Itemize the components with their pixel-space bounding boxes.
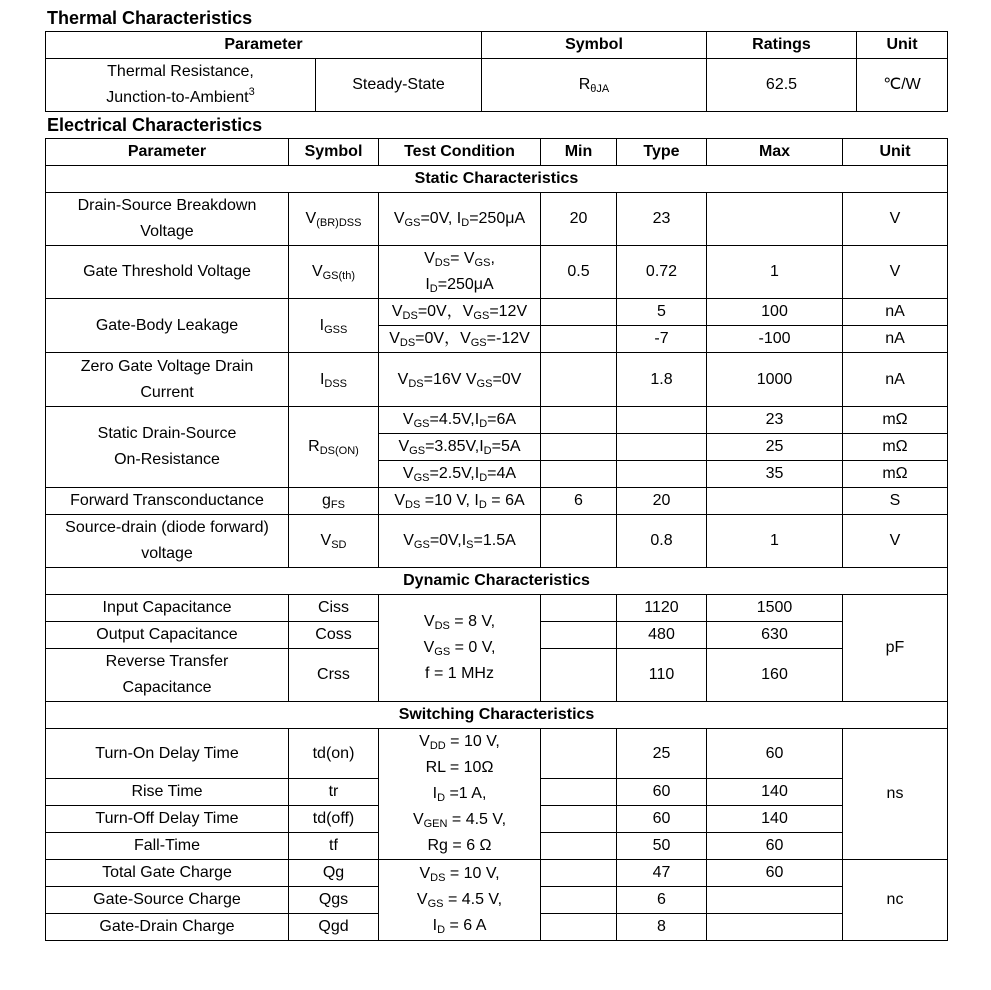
unit-idss: nA bbox=[843, 353, 948, 407]
thermal-table bbox=[45, 31, 948, 112]
symbol-tr: tr bbox=[289, 779, 379, 806]
thermal-param: Thermal Resistance, Junction-to-Ambient$^3$ bbox=[46, 59, 316, 112]
min-crss bbox=[541, 649, 617, 702]
max-tdon: 60 bbox=[707, 729, 843, 779]
param-ciss: Input Capacitance bbox=[46, 595, 289, 622]
param-qgd: Gate-Drain Charge bbox=[46, 914, 289, 941]
param-bvdss: Drain-Source Breakdown Voltage bbox=[46, 193, 289, 246]
typ-igss-1: 5 bbox=[617, 299, 707, 326]
condition-rdson-1: $V_{GS}=4.5V,I_D=6A$ bbox=[379, 407, 541, 434]
max-qgs bbox=[707, 887, 843, 914]
min-bvdss: 20 bbox=[541, 193, 617, 246]
unit-switching: ns bbox=[843, 729, 948, 860]
thermal-header-row bbox=[46, 32, 948, 59]
max-tf: 60 bbox=[707, 833, 843, 860]
condition-gfs: $V_{DS} =10$ V, $I_D = 6A$ bbox=[379, 488, 541, 515]
header-unit: Unit bbox=[857, 32, 948, 59]
typ-coss: 480 bbox=[617, 622, 707, 649]
min-tf bbox=[541, 833, 617, 860]
symbol-qg: Qg bbox=[289, 860, 379, 887]
param-tr: Rise Time bbox=[46, 779, 289, 806]
symbol-idss: $I_{DSS}$ bbox=[289, 353, 379, 407]
condition-vth: $V_{DS}= V_{GS}$, $I_D=250\mu A$ bbox=[379, 246, 541, 299]
typ-bvdss: 23 bbox=[617, 193, 707, 246]
param-tdon: Turn-On Delay Time bbox=[46, 729, 289, 779]
condition-vsd: $V_{GS}=0V,I_S=1.5A$ bbox=[379, 515, 541, 568]
max-vsd: 1 bbox=[707, 515, 843, 568]
max-rdson-3: 35 bbox=[707, 461, 843, 488]
symbol-bvdss: $V_{(BR)DSS}$ bbox=[289, 193, 379, 246]
min-tdoff bbox=[541, 806, 617, 833]
table-row bbox=[46, 595, 948, 622]
unit-vth: V bbox=[843, 246, 948, 299]
symbol-ciss: Ciss bbox=[289, 595, 379, 622]
unit-rdson-3: mΩ bbox=[843, 461, 948, 488]
param-rdson: Static Drain-Source On-Resistance bbox=[46, 407, 289, 488]
table-row bbox=[46, 488, 948, 515]
min-rdson-2 bbox=[541, 434, 617, 461]
param-coss: Output Capacitance bbox=[46, 622, 289, 649]
min-rdson-1 bbox=[541, 407, 617, 434]
unit-gfs: S bbox=[843, 488, 948, 515]
max-tr: 140 bbox=[707, 779, 843, 806]
min-idss bbox=[541, 353, 617, 407]
min-rdson-3 bbox=[541, 461, 617, 488]
max-coss: 630 bbox=[707, 622, 843, 649]
typ-gfs: 20 bbox=[617, 488, 707, 515]
min-ciss bbox=[541, 595, 617, 622]
symbol-coss: Coss bbox=[289, 622, 379, 649]
table-row bbox=[46, 299, 948, 326]
param-qgs: Gate-Source Charge bbox=[46, 887, 289, 914]
param-gfs: Forward Transconductance bbox=[46, 488, 289, 515]
unit-igss-2: nA bbox=[843, 326, 948, 353]
max-ciss: 1500 bbox=[707, 595, 843, 622]
max-igss-1: 100 bbox=[707, 299, 843, 326]
min-igss-1 bbox=[541, 299, 617, 326]
min-gfs: 6 bbox=[541, 488, 617, 515]
header-test-condition: Test Condition bbox=[379, 139, 541, 166]
table-row bbox=[46, 860, 948, 887]
header-ratings: Ratings bbox=[707, 32, 857, 59]
unit-rdson-1: mΩ bbox=[843, 407, 948, 434]
param-qg: Total Gate Charge bbox=[46, 860, 289, 887]
param-crss: Reverse Transfer Capacitance bbox=[46, 649, 289, 702]
symbol-tdoff: td(off) bbox=[289, 806, 379, 833]
electrical-table bbox=[45, 138, 948, 941]
max-qgd bbox=[707, 914, 843, 941]
table-row bbox=[46, 246, 948, 299]
symbol-igss: $I_{GSS}$ bbox=[289, 299, 379, 353]
thermal-title: Thermal Characteristics bbox=[47, 8, 253, 28]
unit-gate-charge: nc bbox=[843, 860, 948, 941]
param-vsd: Source-drain (diode forward) voltage bbox=[46, 515, 289, 568]
symbol-qgs: Qgs bbox=[289, 887, 379, 914]
unit-bvdss: V bbox=[843, 193, 948, 246]
min-vth: 0.5 bbox=[541, 246, 617, 299]
symbol-vth: $V_{GS(th)}$ bbox=[289, 246, 379, 299]
typ-qg: 47 bbox=[617, 860, 707, 887]
max-tdoff: 140 bbox=[707, 806, 843, 833]
symbol-crss: Crss bbox=[289, 649, 379, 702]
param-tf: Fall-Time bbox=[46, 833, 289, 860]
section-dynamic-title: Dynamic Characteristics bbox=[46, 568, 948, 595]
section-row-static bbox=[46, 166, 948, 193]
typ-tr: 60 bbox=[617, 779, 707, 806]
typ-qgs: 6 bbox=[617, 887, 707, 914]
typ-tf: 50 bbox=[617, 833, 707, 860]
header-parameter: Parameter bbox=[46, 139, 289, 166]
max-crss: 160 bbox=[707, 649, 843, 702]
typ-tdon: 25 bbox=[617, 729, 707, 779]
table-row bbox=[46, 193, 948, 246]
condition-rdson-2: $V_{GS}=3.85V,I_D=5A$ bbox=[379, 434, 541, 461]
min-qgd bbox=[541, 914, 617, 941]
typ-rdson-1 bbox=[617, 407, 707, 434]
condition-switching: $V_{DD} = 10$ V, RL = 10Ω $I_D =1$ A, $V_{GEN} = 4.5$ V, Rg = 6 Ω bbox=[379, 729, 541, 860]
typ-crss: 110 bbox=[617, 649, 707, 702]
min-tr bbox=[541, 779, 617, 806]
thermal-rating: 62.5 bbox=[707, 59, 857, 112]
min-coss bbox=[541, 622, 617, 649]
table-row bbox=[46, 407, 948, 434]
header-min: Min bbox=[541, 139, 617, 166]
condition-rdson-3: $V_{GS}=2.5V,I_D=4A$ bbox=[379, 461, 541, 488]
unit-igss-1: nA bbox=[843, 299, 948, 326]
typ-rdson-3 bbox=[617, 461, 707, 488]
section-row-switching bbox=[46, 702, 948, 729]
table-row bbox=[46, 515, 948, 568]
condition-dynamic: $V_{DS} = 8$ V, $V_{GS} = 0$ V, f = 1 MHz bbox=[379, 595, 541, 702]
typ-ciss: 1120 bbox=[617, 595, 707, 622]
header-type: Type bbox=[617, 139, 707, 166]
param-idss: Zero Gate Voltage Drain Current bbox=[46, 353, 289, 407]
condition-igss-1: $V_{DS}=0V$，$V_{GS}=12V$ bbox=[379, 299, 541, 326]
min-tdon bbox=[541, 729, 617, 779]
condition-gate-charge: $V_{DS} = 10$ V, $V_{GS} = 4.5$ V, $I_D = 6$ A bbox=[379, 860, 541, 941]
condition-idss: $V_{DS}=16V$ $V_{GS}=0V$ bbox=[379, 353, 541, 407]
typ-idss: 1.8 bbox=[617, 353, 707, 407]
unit-rdson-2: mΩ bbox=[843, 434, 948, 461]
section-static-title: Static Characteristics bbox=[46, 166, 948, 193]
symbol-rdson: $R_{DS(ON)}$ bbox=[289, 407, 379, 488]
symbol-qgd: Qgd bbox=[289, 914, 379, 941]
header-symbol: Symbol bbox=[289, 139, 379, 166]
section-switching-title: Switching Characteristics bbox=[46, 702, 948, 729]
max-rdson-2: 25 bbox=[707, 434, 843, 461]
max-bvdss bbox=[707, 193, 843, 246]
max-vth: 1 bbox=[707, 246, 843, 299]
thermal-symbol: $R_{\theta JA}$ bbox=[482, 59, 707, 112]
thermal-unit: ℃/W bbox=[857, 59, 948, 112]
typ-vth: 0.72 bbox=[617, 246, 707, 299]
typ-tdoff: 60 bbox=[617, 806, 707, 833]
condition-igss-2: $V_{DS}=0V$，$V_{GS}=-12V$ bbox=[379, 326, 541, 353]
max-qg: 60 bbox=[707, 860, 843, 887]
symbol-vsd: $V_{SD}$ bbox=[289, 515, 379, 568]
header-parameter: Parameter bbox=[46, 32, 482, 59]
min-vsd bbox=[541, 515, 617, 568]
symbol-gfs: $g_{FS}$ bbox=[289, 488, 379, 515]
typ-igss-2: -7 bbox=[617, 326, 707, 353]
min-igss-2 bbox=[541, 326, 617, 353]
symbol-tdon: td(on) bbox=[289, 729, 379, 779]
param-vth: Gate Threshold Voltage bbox=[46, 246, 289, 299]
section-row-dynamic bbox=[46, 568, 948, 595]
unit-dynamic: pF bbox=[843, 595, 948, 702]
table-row bbox=[46, 353, 948, 407]
max-idss: 1000 bbox=[707, 353, 843, 407]
typ-rdson-2 bbox=[617, 434, 707, 461]
symbol-tf: tf bbox=[289, 833, 379, 860]
max-rdson-1: 23 bbox=[707, 407, 843, 434]
header-unit: Unit bbox=[843, 139, 948, 166]
param-igss: Gate-Body Leakage bbox=[46, 299, 289, 353]
header-max: Max bbox=[707, 139, 843, 166]
min-qgs bbox=[541, 887, 617, 914]
param-tdoff: Turn-Off Delay Time bbox=[46, 806, 289, 833]
min-qg bbox=[541, 860, 617, 887]
max-igss-2: -100 bbox=[707, 326, 843, 353]
header-symbol: Symbol bbox=[482, 32, 707, 59]
typ-vsd: 0.8 bbox=[617, 515, 707, 568]
typ-qgd: 8 bbox=[617, 914, 707, 941]
thermal-condition: Steady-State bbox=[316, 59, 482, 112]
condition-bvdss: $V_{GS}=0V$, $I_D=250\mu A$ bbox=[379, 193, 541, 246]
electrical-title: Electrical Characteristics bbox=[47, 115, 263, 135]
max-gfs bbox=[707, 488, 843, 515]
table-row bbox=[46, 729, 948, 779]
unit-vsd: V bbox=[843, 515, 948, 568]
electrical-header-row bbox=[46, 139, 948, 166]
table-row bbox=[46, 59, 948, 112]
